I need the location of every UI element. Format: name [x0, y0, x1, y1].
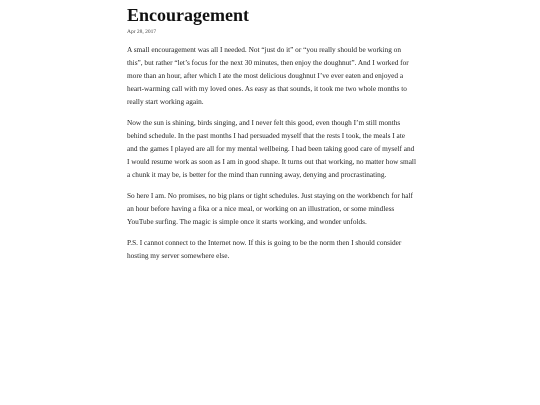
article [127, 0, 417, 270]
post-paragraph: Now the sun is shining, birds singing, and I never felt this good, even though I’m still months behind schedule. In the past months I had persuaded myself that the rests I took, the meals I ate and the games I played are all for my mental wellbeing. I had been taking good care of myself and I would resume work as soon as I am in good shape. It turns out that working, no matter how small a chunk it may be, is better for the mind than running away, denying and procrastinating. [127, 118, 416, 179]
post-paragraph: P.S. I cannot connect to the Internet now. If this is going to be the norm then I should consider hosting my server somewhere else. [127, 238, 402, 260]
post-paragraph: A small encouragement was all I needed. Not “just do it” or “you really should be working on this”, but rather “let’s focus for the next 30 minutes, then enjoy the doughnut”. And I worked for more than an hour, after which I ate the most delicious doughnut I’ve ever eaten and enjoyed a heart-warming call with my loved ones. As easy as that sounds, it took me two whole months to really start working again. [127, 45, 409, 106]
post-content [127, 43, 417, 262]
post-paragraph: So here I am. No promises, no big plans or tight schedules. Just staying on the workbench for half an hour before having a fika or a nice meal, or working on an illustration, or some mindless YouTube surfing. The magic is simple once it starts working, and wonder unfolds. [127, 191, 413, 226]
post-title: Encouragement [127, 5, 249, 25]
post-date: Apr 28, 2017 [127, 29, 157, 35]
